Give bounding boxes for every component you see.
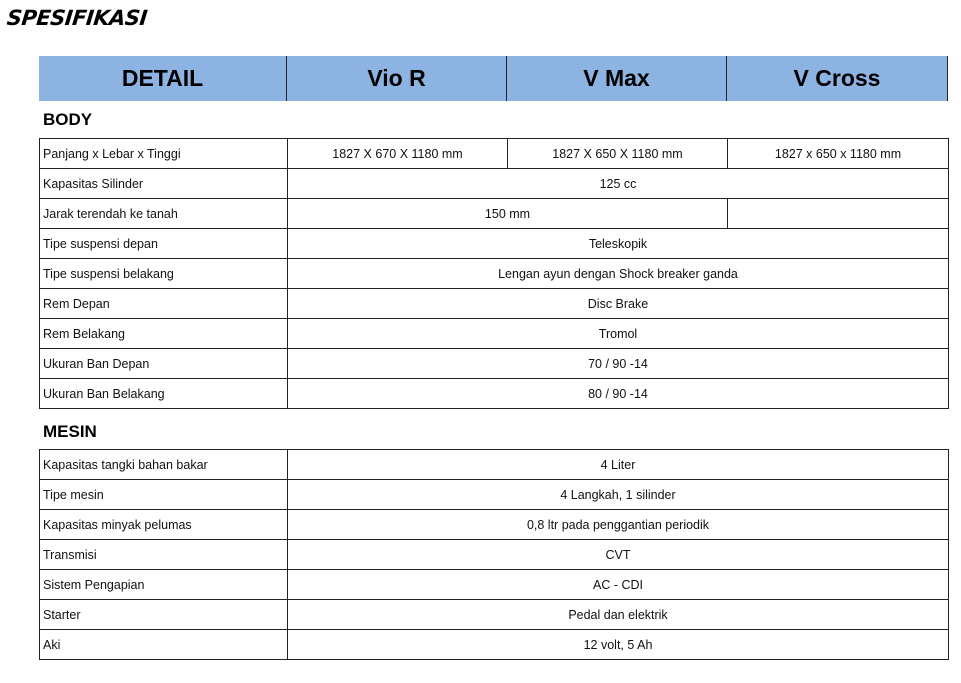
- row-label: Tipe mesin: [40, 480, 288, 510]
- row-label: Tipe suspensi depan: [40, 229, 288, 259]
- body-spec-table: [39, 138, 949, 409]
- table-row: [40, 570, 949, 600]
- row-value: 80 / 90 -14: [288, 379, 949, 409]
- row-label: Aki: [40, 630, 288, 660]
- row-value: Disc Brake: [288, 289, 949, 319]
- row-value: Pedal dan elektrik: [288, 600, 949, 630]
- table-row: [40, 229, 949, 259]
- table-row: [40, 600, 949, 630]
- mesin-spec-table: [39, 449, 949, 660]
- table-row: [40, 349, 949, 379]
- row-label: Rem Belakang: [40, 319, 288, 349]
- row-value: 12 volt, 5 Ah: [288, 630, 949, 660]
- row-label: Rem Depan: [40, 289, 288, 319]
- table-row: [40, 259, 949, 289]
- cell-vio-r: 1827 X 670 X 1180 mm: [288, 139, 508, 169]
- table-row: [40, 379, 949, 409]
- section-title-body: BODY: [43, 110, 93, 129]
- cell-v-max: 1827 X 650 X 1180 mm: [508, 139, 728, 169]
- row-label: Kapasitas Silinder: [40, 169, 288, 199]
- row-label: Starter: [40, 600, 288, 630]
- row-value: 0,8 ltr pada penggantian periodik: [288, 510, 949, 540]
- table-header: [39, 56, 948, 101]
- row-label: Kapasitas minyak pelumas: [40, 510, 288, 540]
- table-row: [40, 289, 949, 319]
- row-label: Panjang x Lebar x Tinggi: [40, 139, 288, 169]
- row-value: 150 mm: [288, 199, 728, 229]
- row-value: 4 Liter: [288, 450, 949, 480]
- row-value: 4 Langkah, 1 silinder: [288, 480, 949, 510]
- header-v-cross: V Cross: [793, 65, 881, 91]
- header-vio-r: Vio R: [287, 56, 507, 101]
- page-title: SPESIFIKASI: [5, 6, 149, 30]
- row-label: Kapasitas tangki bahan bakar: [40, 450, 288, 480]
- row-value: Lengan ayun dengan Shock breaker ganda: [288, 259, 949, 289]
- row-label: Ukuran Ban Depan: [40, 349, 288, 379]
- header-v-max: V Max: [507, 56, 727, 101]
- row-label: Jarak terendah ke tanah: [40, 199, 288, 229]
- row-label: Ukuran Ban Belakang: [40, 379, 288, 409]
- row-label: Tipe suspensi belakang: [40, 259, 288, 289]
- table-row: [40, 319, 949, 349]
- table-row: [40, 450, 949, 480]
- row-value: CVT: [288, 540, 949, 570]
- section-title-mesin: MESIN: [43, 422, 97, 441]
- table-row: [40, 540, 949, 570]
- cell-v-cross: [728, 199, 949, 229]
- row-label: Sistem Pengapian: [40, 570, 288, 600]
- table-row: [40, 139, 949, 169]
- table-row: [40, 169, 949, 199]
- row-label: Transmisi: [40, 540, 288, 570]
- table-row: [40, 199, 949, 229]
- row-value: Tromol: [288, 319, 949, 349]
- row-value: 70 / 90 -14: [288, 349, 949, 379]
- table-row: [40, 630, 949, 660]
- header-detail: DETAIL: [39, 56, 287, 101]
- cell-v-cross: 1827 x 650 x 1180 mm: [728, 139, 949, 169]
- row-value: 125 cc: [288, 169, 949, 199]
- table-row: [40, 480, 949, 510]
- table-row: [40, 510, 949, 540]
- row-value: Teleskopik: [288, 229, 949, 259]
- row-value: AC - CDI: [288, 570, 949, 600]
